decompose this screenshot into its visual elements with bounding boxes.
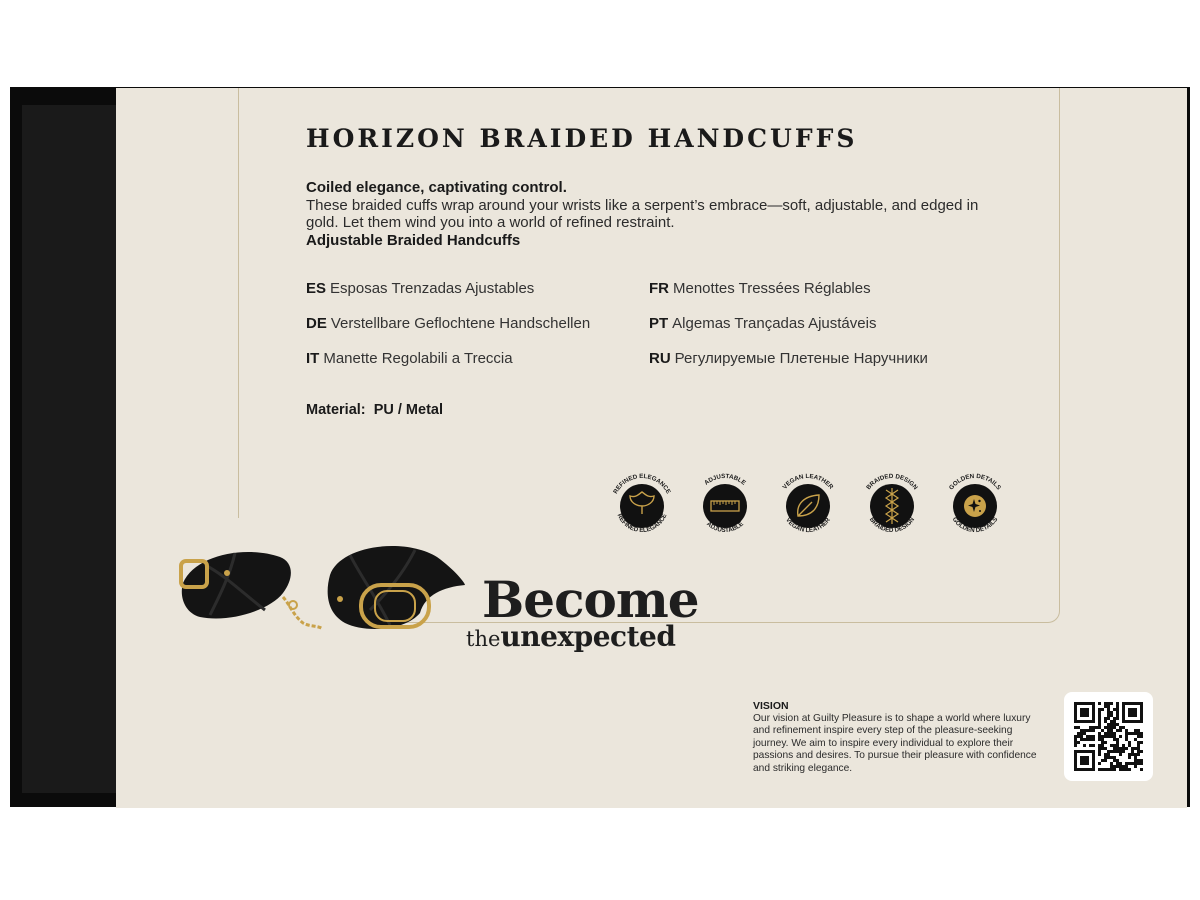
translation-text: Регулируемые Плетеные Наручники	[674, 350, 928, 367]
vision-text: Our vision at Guilty Pleasure is to shape a world where luxury and refinement inspire every step of the pleasure-seeking journey. We aim to inspire every individual to explore their passions and desires. To pursue their pleasure with confidence and striking elegance.	[753, 712, 1037, 774]
translation-item	[649, 315, 876, 332]
translation-text: Menottes Tressées Réglables	[673, 280, 871, 297]
product-title: HORIZON BRAIDED HANDCUFFS	[306, 124, 858, 153]
translation-text: Verstellbare Geflochtene Handschellen	[330, 315, 591, 332]
ginkgo-leaf-icon	[606, 470, 678, 542]
translation-item	[649, 280, 871, 297]
braid-icon	[856, 470, 928, 542]
qr-code-icon	[1074, 702, 1143, 771]
svg-text:BRAIDED DESIGN: BRAIDED DESIGN	[867, 516, 917, 535]
product-tagline: Coiled elegance, captivating control.	[306, 179, 567, 196]
svg-text:BRAIDED DESIGN: BRAIDED DESIGN	[865, 472, 919, 492]
product-intro	[306, 179, 986, 249]
product-subtitle: Adjustable Braided Handcuffs	[306, 231, 521, 249]
sparkle-icon	[939, 470, 1011, 542]
vision-section	[753, 700, 1043, 775]
box-inner-edge	[22, 105, 116, 793]
qr-code	[1064, 692, 1153, 781]
vision-heading: VISION	[753, 700, 789, 712]
svg-text:VEGAN LEATHER: VEGAN LEATHER	[784, 516, 832, 535]
material-value: PU / Metal	[373, 402, 443, 418]
translation-item	[306, 350, 513, 367]
translation-item	[306, 315, 590, 332]
slogan-unexpected	[466, 620, 675, 653]
language-code: RU	[649, 350, 671, 367]
translation-text: Esposas Trenzadas Ajustables	[330, 280, 535, 297]
badge-refined-elegance	[606, 470, 678, 542]
language-code: FR	[649, 280, 669, 297]
svg-text:REFINED ELEGANCE: REFINED ELEGANCE	[612, 472, 672, 496]
slogan-the: the	[466, 627, 501, 651]
svg-text:VEGAN LEATHER: VEGAN LEATHER	[781, 472, 835, 491]
badge-braided-design	[856, 470, 928, 542]
slogan-become: Become	[482, 570, 699, 629]
translation-text: Manette Regolabili a Treccia	[323, 350, 513, 367]
svg-text:GOLDEN DETAILS: GOLDEN DETAILS	[947, 472, 1003, 492]
translation-item	[649, 350, 928, 367]
language-code: IT	[306, 350, 320, 367]
product-description: These braided cuffs wrap around your wrists like a serpent’s embrace—soft, adjustable, and edged in gold. Let them wind you into a world of refined restraint.	[306, 196, 979, 231]
material-label: Material:	[306, 402, 366, 418]
product-image-handcuffs	[175, 535, 475, 645]
svg-text:ADJUSTABLE: ADJUSTABLE	[703, 472, 747, 487]
language-code: PT	[649, 315, 669, 332]
badge-vegan-leather	[772, 470, 844, 542]
ruler-icon	[689, 470, 761, 542]
language-code: ES	[306, 280, 327, 297]
badge-adjustable	[689, 470, 761, 542]
svg-text:REFINED ELEGANCE: REFINED ELEGANCE	[615, 512, 669, 535]
svg-text:ADJUSTABLE: ADJUSTABLE	[705, 520, 745, 535]
badge-golden-details	[939, 470, 1011, 542]
material-line	[306, 402, 443, 418]
svg-text:GOLDEN DETAILS: GOLDEN DETAILS	[950, 516, 1000, 535]
translation-item	[306, 280, 534, 297]
language-code: DE	[306, 315, 327, 332]
translation-text: Algemas Trançadas Ajustáveis	[672, 315, 877, 332]
slogan-unexpected-word: unexpected	[500, 620, 676, 653]
leaf-icon	[772, 470, 844, 542]
